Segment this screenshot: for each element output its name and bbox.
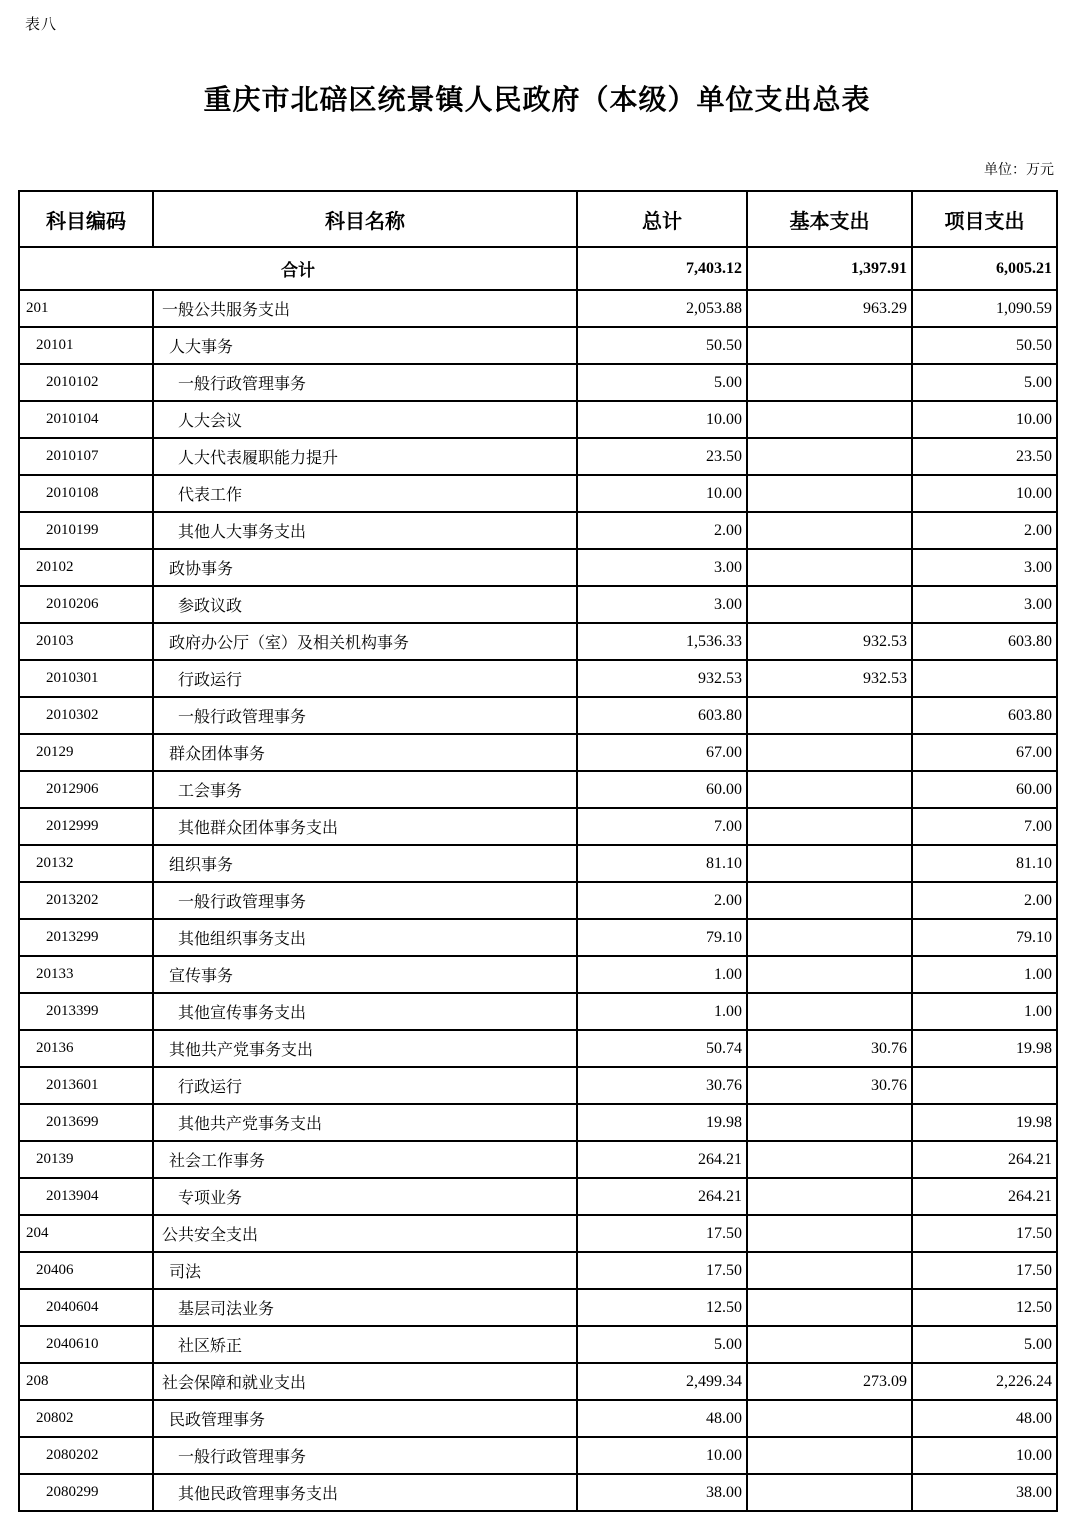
subject-name-cell: 参政议政 (153, 586, 577, 623)
subject-name-cell: 司法 (153, 1252, 577, 1289)
basic-expenditure-cell (747, 1474, 912, 1511)
grand-total-project-cell: 6,005.21 (912, 247, 1057, 290)
project-expenditure-cell: 5.00 (912, 364, 1057, 401)
table-row (19, 808, 1057, 845)
subject-code-cell: 20802 (19, 1400, 153, 1437)
basic-expenditure-cell (747, 1215, 912, 1252)
basic-expenditure-cell (747, 1400, 912, 1437)
table-row (19, 1067, 1057, 1104)
project-expenditure-cell: 81.10 (912, 845, 1057, 882)
total-cell: 10.00 (577, 475, 747, 512)
table-row (19, 327, 1057, 364)
subject-code-cell: 2010104 (19, 401, 153, 438)
subject-code-cell: 20136 (19, 1030, 153, 1067)
subject-name-cell: 组织事务 (153, 845, 577, 882)
subject-name-cell: 其他人大事务支出 (153, 512, 577, 549)
basic-expenditure-cell (747, 364, 912, 401)
subject-code-cell: 2013202 (19, 882, 153, 919)
basic-expenditure-cell (747, 327, 912, 364)
subject-code-cell: 204 (19, 1215, 153, 1252)
table-row (19, 1437, 1057, 1474)
unit-note: 单位：万元 (984, 163, 1054, 178)
table-row (19, 586, 1057, 623)
subject-name-cell: 其他组织事务支出 (153, 919, 577, 956)
project-expenditure-cell: 10.00 (912, 475, 1057, 512)
subject-code-cell: 20133 (19, 956, 153, 993)
subject-name-cell: 工会事务 (153, 771, 577, 808)
project-expenditure-cell: 10.00 (912, 1437, 1057, 1474)
subject-name-cell: 社会保障和就业支出 (153, 1363, 577, 1400)
table-row (19, 623, 1057, 660)
basic-expenditure-cell: 30.76 (747, 1030, 912, 1067)
subject-name-cell: 一般行政管理事务 (153, 882, 577, 919)
subject-name-cell: 宣传事务 (153, 956, 577, 993)
subject-code-cell: 2010107 (19, 438, 153, 475)
table-row (19, 1252, 1057, 1289)
table-row (19, 1215, 1057, 1252)
project-expenditure-cell: 38.00 (912, 1474, 1057, 1511)
subject-code-cell: 2013904 (19, 1178, 153, 1215)
subject-code-cell: 2010302 (19, 697, 153, 734)
basic-expenditure-cell (747, 882, 912, 919)
project-expenditure-cell: 5.00 (912, 1326, 1057, 1363)
grand-total-row (19, 247, 1057, 290)
total-cell: 2,499.34 (577, 1363, 747, 1400)
header-row (19, 191, 1057, 247)
project-expenditure-cell: 23.50 (912, 438, 1057, 475)
subject-name-cell: 其他宣传事务支出 (153, 993, 577, 1030)
table-row (19, 549, 1057, 586)
subject-code-cell: 2012906 (19, 771, 153, 808)
subject-name-cell: 群众团体事务 (153, 734, 577, 771)
project-expenditure-cell: 264.21 (912, 1141, 1057, 1178)
project-expenditure-cell: 67.00 (912, 734, 1057, 771)
subject-code-cell: 2010206 (19, 586, 153, 623)
total-cell: 48.00 (577, 1400, 747, 1437)
total-cell: 5.00 (577, 364, 747, 401)
project-expenditure-cell: 19.98 (912, 1104, 1057, 1141)
subject-name-cell: 一般行政管理事务 (153, 697, 577, 734)
subject-name-cell: 社会工作事务 (153, 1141, 577, 1178)
total-cell: 2,053.88 (577, 290, 747, 327)
subject-code-cell: 2013601 (19, 1067, 153, 1104)
table-row (19, 1474, 1057, 1511)
total-cell: 60.00 (577, 771, 747, 808)
col-header-subject-name: 科目名称 (153, 191, 577, 247)
basic-expenditure-cell (747, 1141, 912, 1178)
project-expenditure-cell: 603.80 (912, 697, 1057, 734)
expenditure-summary-table (18, 190, 1058, 1512)
total-cell: 17.50 (577, 1252, 747, 1289)
grand-total-total-cell: 7,403.12 (577, 247, 747, 290)
subject-code-cell: 201 (19, 290, 153, 327)
total-cell: 50.74 (577, 1030, 747, 1067)
basic-expenditure-cell: 30.76 (747, 1067, 912, 1104)
subject-code-cell: 2040604 (19, 1289, 153, 1326)
table-row (19, 438, 1057, 475)
total-cell: 264.21 (577, 1141, 747, 1178)
total-cell: 17.50 (577, 1215, 747, 1252)
subject-name-cell: 社区矫正 (153, 1326, 577, 1363)
basic-expenditure-cell (747, 734, 912, 771)
basic-expenditure-cell (747, 475, 912, 512)
page-title: 重庆市北碚区统景镇人民政府（本级）单位支出总表 (203, 85, 871, 116)
subject-code-cell: 2013399 (19, 993, 153, 1030)
project-expenditure-cell: 603.80 (912, 623, 1057, 660)
total-cell: 603.80 (577, 697, 747, 734)
total-cell: 3.00 (577, 549, 747, 586)
subject-name-cell: 一般行政管理事务 (153, 364, 577, 401)
basic-expenditure-cell (747, 1178, 912, 1215)
total-cell: 1,536.33 (577, 623, 747, 660)
col-header-basic-expenditure: 基本支出 (747, 191, 912, 247)
total-cell: 2.00 (577, 882, 747, 919)
table-row (19, 1289, 1057, 1326)
project-expenditure-cell: 264.21 (912, 1178, 1057, 1215)
project-expenditure-cell: 1,090.59 (912, 290, 1057, 327)
subject-name-cell: 专项业务 (153, 1178, 577, 1215)
project-expenditure-cell: 2,226.24 (912, 1363, 1057, 1400)
total-cell: 79.10 (577, 919, 747, 956)
table-row (19, 993, 1057, 1030)
project-expenditure-cell: 10.00 (912, 401, 1057, 438)
subject-name-cell: 人大代表履职能力提升 (153, 438, 577, 475)
basic-expenditure-cell (747, 808, 912, 845)
table-row (19, 660, 1057, 697)
subject-code-cell: 20101 (19, 327, 153, 364)
table-row (19, 956, 1057, 993)
basic-expenditure-cell (747, 1326, 912, 1363)
total-cell: 7.00 (577, 808, 747, 845)
table-row (19, 1141, 1057, 1178)
project-expenditure-cell: 79.10 (912, 919, 1057, 956)
project-expenditure-cell: 1.00 (912, 993, 1057, 1030)
basic-expenditure-cell (747, 993, 912, 1030)
subject-code-cell: 20132 (19, 845, 153, 882)
total-cell: 50.50 (577, 327, 747, 364)
table-number-label: 表八 (25, 17, 58, 33)
project-expenditure-cell: 7.00 (912, 808, 1057, 845)
subject-name-cell: 政府办公厅（室）及相关机构事务 (153, 623, 577, 660)
total-cell: 23.50 (577, 438, 747, 475)
subject-name-cell: 一般公共服务支出 (153, 290, 577, 327)
subject-code-cell: 20102 (19, 549, 153, 586)
subject-name-cell: 其他群众团体事务支出 (153, 808, 577, 845)
total-cell: 19.98 (577, 1104, 747, 1141)
basic-expenditure-cell (747, 586, 912, 623)
subject-code-cell: 20103 (19, 623, 153, 660)
subject-name-cell: 民政管理事务 (153, 1400, 577, 1437)
table-row (19, 771, 1057, 808)
basic-expenditure-cell (747, 549, 912, 586)
col-header-total: 总计 (577, 191, 747, 247)
subject-code-cell: 20406 (19, 1252, 153, 1289)
subject-code-cell: 2080202 (19, 1437, 153, 1474)
table-row (19, 1400, 1057, 1437)
project-expenditure-cell: 3.00 (912, 549, 1057, 586)
table-row (19, 919, 1057, 956)
project-expenditure-cell: 19.98 (912, 1030, 1057, 1067)
project-expenditure-cell: 17.50 (912, 1215, 1057, 1252)
table-row (19, 512, 1057, 549)
project-expenditure-cell: 1.00 (912, 956, 1057, 993)
table-row (19, 697, 1057, 734)
project-expenditure-cell (912, 1067, 1057, 1104)
grand-total-basic-cell: 1,397.91 (747, 247, 912, 290)
table-row (19, 1178, 1057, 1215)
project-expenditure-cell: 48.00 (912, 1400, 1057, 1437)
basic-expenditure-cell (747, 1104, 912, 1141)
col-header-subject-code: 科目编码 (19, 191, 153, 247)
total-cell: 12.50 (577, 1289, 747, 1326)
total-cell: 5.00 (577, 1326, 747, 1363)
subject-code-cell: 2010108 (19, 475, 153, 512)
basic-expenditure-cell (747, 919, 912, 956)
basic-expenditure-cell (747, 956, 912, 993)
table-row (19, 1326, 1057, 1363)
table-row (19, 1104, 1057, 1141)
basic-expenditure-cell (747, 1437, 912, 1474)
table-row (19, 882, 1057, 919)
subject-code-cell: 2010102 (19, 364, 153, 401)
basic-expenditure-cell (747, 1252, 912, 1289)
table-row (19, 290, 1057, 327)
grand-total-label: 合计 (19, 247, 577, 290)
basic-expenditure-cell (747, 697, 912, 734)
subject-code-cell: 2080299 (19, 1474, 153, 1511)
total-cell: 30.76 (577, 1067, 747, 1104)
subject-code-cell: 2013299 (19, 919, 153, 956)
project-expenditure-cell: 3.00 (912, 586, 1057, 623)
basic-expenditure-cell (747, 438, 912, 475)
total-cell: 10.00 (577, 401, 747, 438)
total-cell: 1.00 (577, 956, 747, 993)
subject-name-cell: 其他共产党事务支出 (153, 1030, 577, 1067)
project-expenditure-cell: 17.50 (912, 1252, 1057, 1289)
subject-code-cell: 2012999 (19, 808, 153, 845)
table-row (19, 475, 1057, 512)
table-row (19, 845, 1057, 882)
total-cell: 1.00 (577, 993, 747, 1030)
basic-expenditure-cell: 963.29 (747, 290, 912, 327)
basic-expenditure-cell (747, 845, 912, 882)
total-cell: 10.00 (577, 1437, 747, 1474)
subject-code-cell: 2040610 (19, 1326, 153, 1363)
table-row (19, 364, 1057, 401)
col-header-project-expenditure: 项目支出 (912, 191, 1057, 247)
table-row (19, 734, 1057, 771)
subject-name-cell: 基层司法业务 (153, 1289, 577, 1326)
subject-name-cell: 公共安全支出 (153, 1215, 577, 1252)
subject-name-cell: 行政运行 (153, 660, 577, 697)
subject-code-cell: 20129 (19, 734, 153, 771)
project-expenditure-cell (912, 660, 1057, 697)
subject-name-cell: 人大事务 (153, 327, 577, 364)
subject-name-cell: 其他民政管理事务支出 (153, 1474, 577, 1511)
total-cell: 38.00 (577, 1474, 747, 1511)
basic-expenditure-cell: 932.53 (747, 623, 912, 660)
subject-name-cell: 行政运行 (153, 1067, 577, 1104)
subject-name-cell: 一般行政管理事务 (153, 1437, 577, 1474)
basic-expenditure-cell (747, 1289, 912, 1326)
table-row (19, 401, 1057, 438)
basic-expenditure-cell: 932.53 (747, 660, 912, 697)
total-cell: 81.10 (577, 845, 747, 882)
basic-expenditure-cell: 273.09 (747, 1363, 912, 1400)
subject-name-cell: 代表工作 (153, 475, 577, 512)
project-expenditure-cell: 2.00 (912, 512, 1057, 549)
basic-expenditure-cell (747, 771, 912, 808)
project-expenditure-cell: 50.50 (912, 327, 1057, 364)
project-expenditure-cell: 60.00 (912, 771, 1057, 808)
subject-code-cell: 2013699 (19, 1104, 153, 1141)
total-cell: 3.00 (577, 586, 747, 623)
total-cell: 264.21 (577, 1178, 747, 1215)
basic-expenditure-cell (747, 401, 912, 438)
table-row (19, 1363, 1057, 1400)
total-cell: 67.00 (577, 734, 747, 771)
subject-code-cell: 208 (19, 1363, 153, 1400)
subject-code-cell: 2010199 (19, 512, 153, 549)
total-cell: 932.53 (577, 660, 747, 697)
subject-code-cell: 20139 (19, 1141, 153, 1178)
total-cell: 2.00 (577, 512, 747, 549)
basic-expenditure-cell (747, 512, 912, 549)
project-expenditure-cell: 12.50 (912, 1289, 1057, 1326)
subject-code-cell: 2010301 (19, 660, 153, 697)
subject-name-cell: 政协事务 (153, 549, 577, 586)
project-expenditure-cell: 2.00 (912, 882, 1057, 919)
subject-name-cell: 人大会议 (153, 401, 577, 438)
table-row (19, 1030, 1057, 1067)
subject-name-cell: 其他共产党事务支出 (153, 1104, 577, 1141)
